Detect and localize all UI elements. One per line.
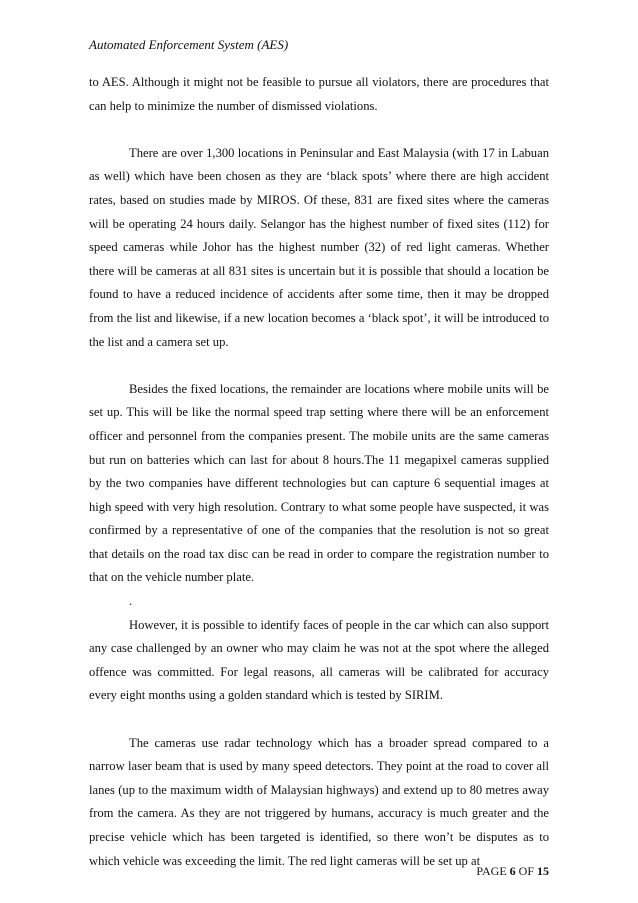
- paragraph-locations: There are over 1,300 locations in Peninsular and East Malaysia (with 17 in Labuan as well) which have been chosen as they are ‘black spots’ where there are high accident rates, based on studies made by MIROS. Of these, 831 are fixed sites where the cameras will be operating 24 hours daily. Selangor has the highest number of fixed sites (112) for speed cameras while Johor has the highest number (32) of red light cameras. Whether there will be cameras at all 831 sites is uncertain but it is possible that should a location be found to have a reduced incidence of accidents after some time, then it may be dropped from the list and likewise, if a new location becomes a ‘black spot’, it will be introduced to the list and a camera set up.: [89, 145, 549, 349]
- body-text: [89, 71, 549, 897]
- of-label: OF: [518, 864, 534, 878]
- page-number: 6: [509, 864, 516, 878]
- stray-period: .: [129, 594, 133, 609]
- paragraph-radar-technology: The cameras use radar technology which has a broader spread compared to a narrow laser beam that is used by many speed detectors. They point at the road to cover all lanes (up to the maximum width of Malaysian highways) and extend up to 80 metres away from the camera. As they are not triggered by humans, accuracy is much greater and the precise vehicle which has been targeted is identified, so there won’t be disputes as to which vehicle was exceeding the limit. The red light cameras will be set up at: [89, 735, 549, 868]
- paragraph-continuation: to AES. Although it might not be feasible to pursue all violators, there are procedures that can help to minimize the number of dismissed violations.: [89, 75, 549, 113]
- paragraph-mobile-units: Besides the fixed locations, the remainder are locations where mobile units will be set up. This will be like the normal speed trap setting where there will be an enforcement officer and personnel from the companies present. The mobile units are the same cameras but run on batteries which can last for about 8 hours.The 11 megapixel cameras supplied by the two companies have different technologies but can capture 6 sequential images at high speed with very high resolution. Contrary to what some people have suspected, it was confirmed by a representative of one of the companies that the resolution is not so great that details on the road tax disc can be read in order to compare the registration number to that on the vehicle number plate.: [89, 381, 549, 585]
- page-footer: [476, 863, 549, 879]
- total-pages: 15: [537, 864, 549, 878]
- paragraph-identify-faces: However, it is possible to identify faces of people in the car which can also support any case challenged by an owner who may claim he was not at the spot where the alleged offence was committed. For legal reasons, all cameras will be calibrated for accuracy every eight months using a golden standard which is tested by SIRIM.: [89, 617, 549, 703]
- page-label: PAGE: [476, 864, 507, 878]
- running-header: Automated Enforcement System (AES): [89, 37, 289, 52]
